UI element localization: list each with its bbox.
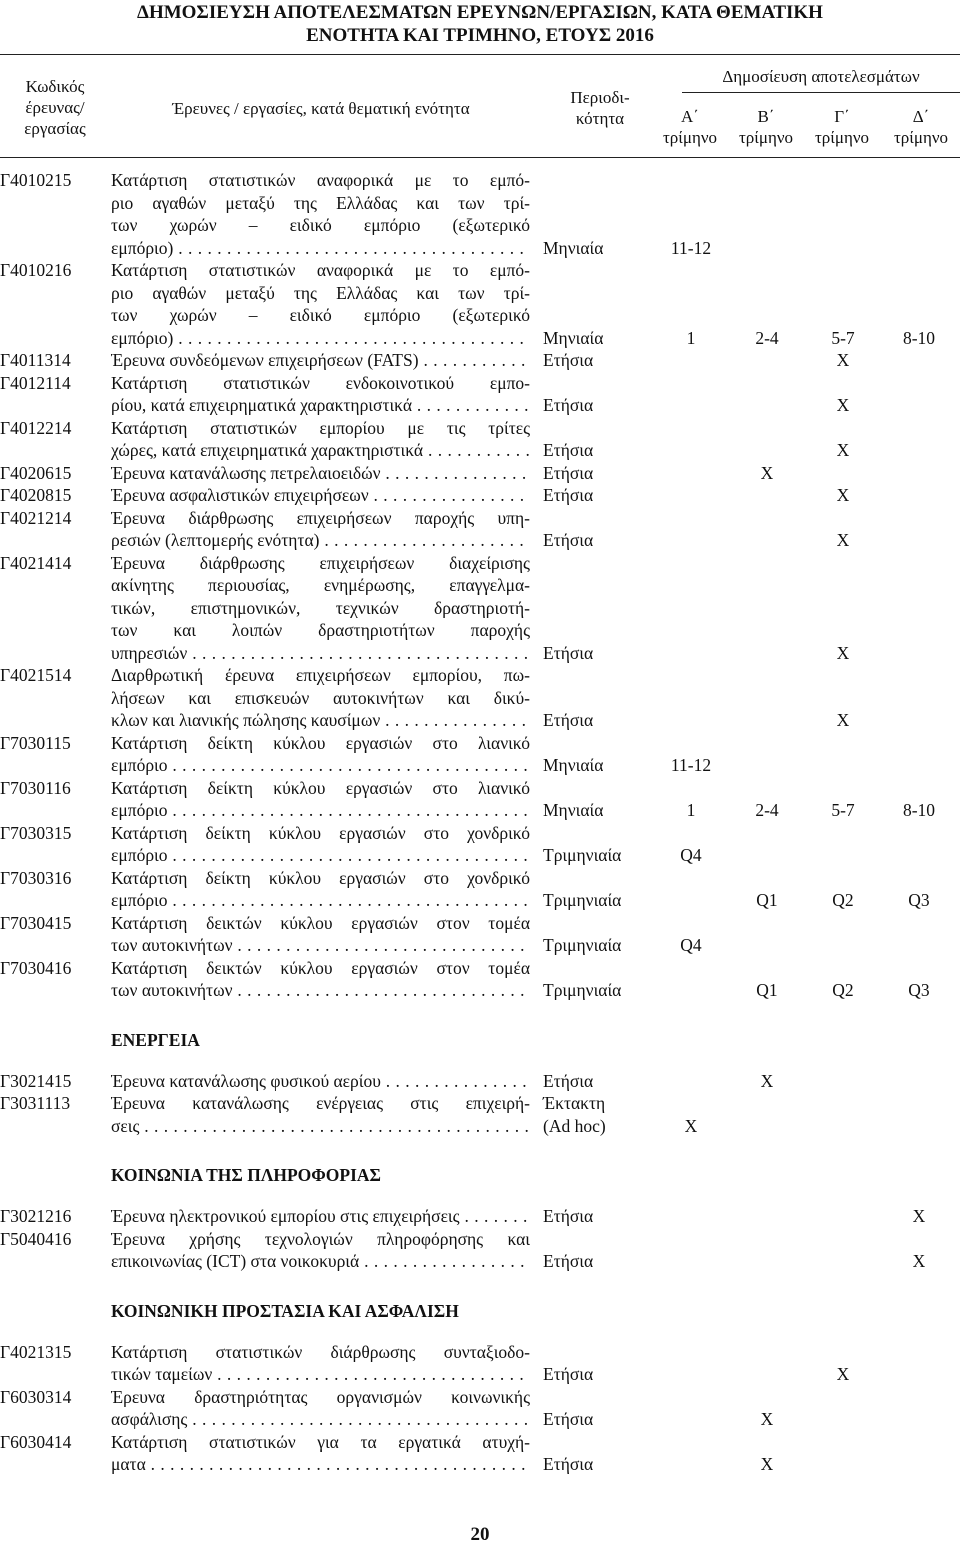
- periodicity: (Ad hoc): [543, 1115, 606, 1136]
- description-line: των και λοιπών δραστηριοτήτων παροχής: [111, 620, 530, 640]
- survey-code: Γ3021216: [0, 1206, 72, 1226]
- survey-code: Γ5040416: [0, 1228, 72, 1249]
- description-line: Διαρθρωτική έρευνα επιχειρήσεων εμπορίου, πω-: [111, 665, 530, 685]
- publication-mark-qc: X: [836, 1364, 850, 1384]
- survey-description: [111, 417, 530, 462]
- description-line: επικοινωνίας (ICT) στα νοικοκυριά . . .: [111, 1250, 530, 1273]
- description-line: Έρευνα δραστηριότητας οργανισμών κοινωνικής: [111, 1386, 530, 1407]
- publication-mark-qa: 11-12: [670, 237, 712, 258]
- publication-mark-qd: 8-10: [902, 800, 936, 820]
- description-line: Κατάρτιση στατιστικών αναφορικά με το εμπό-: [111, 260, 530, 280]
- survey-description: [111, 1386, 530, 1431]
- periodicity: Ετήσια: [543, 1251, 594, 1271]
- description-line: Κατάρτιση στατιστικών εμπορίου με τις τρίτες: [111, 417, 530, 438]
- survey-description: [111, 462, 530, 485]
- survey-description: [111, 552, 530, 665]
- publication-mark-qb: 2-4: [755, 800, 779, 820]
- survey-code: Γ7030416: [0, 957, 72, 978]
- description-line: εμπόριο . . .: [111, 799, 530, 822]
- publication-mark-qc: X: [836, 485, 850, 505]
- survey-code: Γ4020615: [0, 462, 72, 483]
- description-line: ασφάλισης . . .: [111, 1408, 530, 1431]
- periodicity: Μηνιαία: [543, 327, 604, 348]
- publication-mark-qc: 5-7: [831, 800, 855, 820]
- description-line: Έρευνα κατανάλωσης πετρελαιοειδών . . .: [111, 462, 530, 485]
- header-quarter-d: Δ΄ τρίμηνο: [893, 107, 949, 147]
- survey-description: [111, 822, 530, 867]
- description-line: Έρευνα διάρθρωσης επιχειρήσεων παροχής υπη-: [111, 507, 530, 528]
- survey-description: [111, 507, 530, 552]
- periodicity: Τριμηνιαία: [543, 980, 622, 1000]
- periodicity: Ετήσια: [543, 395, 594, 415]
- description-line: των αυτοκινήτων . . .: [111, 934, 530, 957]
- description-line: εμπόριο . . .: [111, 889, 530, 912]
- publication-mark-qd: 8-10: [902, 327, 936, 348]
- publication-mark-qb: X: [760, 462, 774, 483]
- description-line: Κατάρτιση δεικτών κύκλου εργασιών στον τομέα: [111, 957, 530, 978]
- description-line: Έρευνα χρήσης τεχνολογιών πληροφόρησης και: [111, 1228, 530, 1249]
- publication-mark-qc: X: [836, 642, 850, 663]
- survey-description: [111, 1092, 530, 1137]
- survey-code: Γ7030415: [0, 912, 72, 933]
- survey-code: Γ3031113: [0, 1093, 71, 1113]
- page-number: 20: [470, 1524, 490, 1545]
- publication-mark-qc: X: [836, 350, 850, 370]
- description-line: σεις . . .: [111, 1115, 530, 1138]
- description-line: Κατάρτιση δείκτη κύκλου εργασιών στο λιανικό: [111, 777, 530, 798]
- periodicity: Τριμηνιαία: [543, 890, 622, 910]
- survey-code: Γ7030116: [0, 777, 71, 798]
- description-line: εμπόριο) . . .: [111, 327, 530, 350]
- description-line: Κατάρτιση στατιστικών ενδοκοινοτικού εμπο-: [111, 372, 530, 393]
- description-line: των αυτοκινήτων . . .: [111, 979, 530, 1002]
- publication-mark-qa: Q4: [680, 935, 702, 955]
- periodicity: Ετήσια: [543, 530, 594, 550]
- description-line: Κατάρτιση στατιστικών για τα εργατικά ατυχή-: [111, 1431, 530, 1452]
- survey-description: [111, 372, 530, 417]
- description-line: τικών, επιστημονικών, τεχνικών δραστηριοτή-: [111, 597, 530, 618]
- survey-code: Γ4011314: [0, 350, 71, 370]
- survey-description: [111, 912, 530, 957]
- periodicity: Ετήσια: [543, 642, 594, 663]
- periodicity: Μηνιαία: [543, 800, 604, 820]
- periodicity: Τριμηνιαία: [543, 845, 622, 865]
- survey-description: [111, 732, 530, 777]
- section-heading: ΚΟΙΝΩΝΙΚΗ ΠΡΟΣΤΑΣΙΑ ΚΑΙ ΑΣΦΑΛΙΣΗ: [111, 1300, 459, 1321]
- survey-code: Γ4010215: [0, 170, 72, 190]
- header-quarter-b: Β΄ τρίμηνο: [738, 107, 794, 147]
- publication-mark-qb: 2-4: [755, 327, 779, 348]
- publication-mark-qa: 1: [686, 800, 696, 820]
- publication-mark-qc: X: [836, 440, 850, 460]
- description-line: λήσεων και επισκευών αυτοκινήτων και δικύ-: [111, 687, 530, 708]
- publication-mark-qa: 11-12: [670, 755, 712, 775]
- survey-code: Γ4021414: [0, 552, 72, 573]
- description-line: Κατάρτιση δεικτών κύκλου εργασιών στον τομέα: [111, 912, 530, 933]
- survey-code: Γ3021415: [0, 1070, 72, 1091]
- description-line: κλων και λιανικής πώλησης καυσίμων . . .: [111, 709, 530, 732]
- description-line: χώρες, κατά επιχειρηματικά χαρακτηριστικά . . .: [111, 439, 530, 462]
- header-periodicity: Περιοδι- κότητα: [570, 88, 630, 128]
- publication-mark-qb: Q1: [756, 980, 778, 1000]
- periodicity: Ετήσια: [543, 1454, 594, 1474]
- survey-code: Γ4010216: [0, 260, 72, 280]
- description-line: τικών ταμείων . . .: [111, 1363, 530, 1386]
- publication-mark-qb: X: [760, 1409, 774, 1429]
- periodicity: Τριμηνιαία: [543, 935, 622, 955]
- survey-code: Γ7030115: [0, 732, 71, 753]
- publication-mark-qd: Q3: [908, 980, 930, 1000]
- publication-mark-qc: 5-7: [831, 327, 855, 348]
- description-line: Έρευνα συνδεόμενων επιχειρήσεων (FATS) . . .: [111, 349, 530, 372]
- description-line: των χωρών – ειδικό εμπόριο (εξωτερικό: [111, 305, 530, 325]
- survey-description: [111, 1205, 530, 1228]
- periodicity: Ετήσια: [543, 1070, 594, 1091]
- publication-mark-qa: Q4: [680, 845, 702, 865]
- survey-description: [111, 169, 530, 259]
- survey-code: Γ4021214: [0, 507, 72, 528]
- publication-mark-qd: X: [912, 1251, 926, 1271]
- survey-description: [111, 259, 530, 349]
- survey-code: Γ4012114: [0, 372, 71, 393]
- description-line: Έρευνα κατανάλωσης φυσικού αερίου . . .: [111, 1070, 530, 1093]
- description-line: ρεσιών (λεπτομερής ενότητα) . . .: [111, 529, 530, 552]
- survey-code: Γ4021315: [0, 1341, 72, 1362]
- periodicity: Ετήσια: [543, 485, 594, 505]
- description-line: ακίνητης περιουσίας, ενημέρωσης, επαγγελμα-: [111, 575, 530, 595]
- periodicity: Ετήσια: [543, 440, 594, 460]
- description-line: ριο αγαθών μεταξύ της Ελλάδας και των τρί-: [111, 192, 530, 213]
- survey-description: [111, 349, 530, 372]
- survey-code: Γ7030315: [0, 822, 72, 843]
- description-line: Κατάρτιση δείκτη κύκλου εργασιών στο χονδρικό: [111, 867, 530, 888]
- publication-mark-qb: X: [760, 1454, 774, 1474]
- description-line: των χωρών – ειδικό εμπόριο (εξωτερικό: [111, 215, 530, 235]
- survey-description: [111, 1070, 530, 1093]
- description-line: Κατάρτιση στατιστικών αναφορικά με το εμπό-: [111, 170, 530, 190]
- page-title-line-1: ΔΗΜΟΣΙΕΥΣΗ ΑΠΟΤΕΛΕΣΜΑΤΩΝ ΕΡΕΥΝΩΝ/ΕΡΓΑΣΙΩΝ, ΚΑΤΑ ΘΕΜΑΤΙΚΗ: [137, 2, 823, 23]
- description-line: ριο αγαθών μεταξύ της Ελλάδας και των τρί-: [111, 282, 530, 303]
- header-description: Έρευνες / εργασίες, κατά θεματική ενότητα: [172, 99, 470, 118]
- description-line: υπηρεσιών . . .: [111, 642, 530, 665]
- survey-description: [111, 664, 530, 732]
- description-line: Έρευνα ηλεκτρονικού εμπορίου στις επιχειρήσεις . . .: [111, 1205, 530, 1228]
- survey-code: Γ4020815: [0, 485, 72, 505]
- periodicity: Έκτακτη: [543, 1093, 606, 1113]
- description-line: ρίου, κατά επιχειρηματικά χαρακτηριστικά . . .: [111, 394, 530, 417]
- description-line: Έρευνα ασφαλιστικών επιχειρήσεων . . .: [111, 484, 530, 507]
- survey-description: [111, 957, 530, 1002]
- description-line: Κατάρτιση στατιστικών διάρθρωσης συνταξιοδο-: [111, 1341, 530, 1362]
- publication-mark-qc: Q2: [832, 890, 854, 910]
- description-line: Έρευνα διάρθρωσης επιχειρήσεων διαχείρισης: [111, 552, 530, 573]
- periodicity: Ετήσια: [543, 350, 594, 370]
- survey-description: [111, 484, 530, 507]
- publication-mark-qd: Q3: [908, 890, 930, 910]
- header-bottom-rule: [0, 157, 960, 158]
- header-publication-rule: [682, 92, 960, 93]
- publication-mark-qb: Q1: [756, 890, 778, 910]
- header-top-rule: [0, 54, 960, 55]
- description-line: Κατάρτιση δείκτη κύκλου εργασιών στο λιανικό: [111, 732, 530, 753]
- header-publication: Δημοσίευση αποτελεσμάτων: [722, 67, 920, 86]
- page-title-line-2: ΕΝΟΤΗΤΑ ΚΑΙ ΤΡΙΜΗΝΟ, ΕΤΟΥΣ 2016: [306, 25, 654, 46]
- periodicity: Ετήσια: [543, 1364, 594, 1384]
- survey-code: Γ6030414: [0, 1431, 72, 1452]
- periodicity: Ετήσια: [543, 1206, 594, 1226]
- header-quarter-c: Γ΄ τρίμηνο: [814, 107, 870, 147]
- section-heading: ΚΟΙΝΩΝΙΑ ΤΗΣ ΠΛΗΡΟΦΟΡΙΑΣ: [111, 1165, 381, 1185]
- survey-code: Γ6030314: [0, 1386, 72, 1407]
- survey-description: [111, 1431, 530, 1476]
- description-line: ματα . . .: [111, 1453, 530, 1476]
- publication-mark-qd: X: [912, 1206, 926, 1226]
- survey-description: [111, 777, 530, 822]
- survey-code: Γ4012214: [0, 417, 72, 438]
- description-line: Κατάρτιση δείκτη κύκλου εργασιών στο χονδρικό: [111, 822, 530, 843]
- periodicity: Μηνιαία: [543, 755, 604, 775]
- publication-mark-qc: X: [836, 395, 850, 415]
- publication-mark-qc: X: [836, 710, 850, 730]
- publication-mark-qa: X: [684, 1115, 698, 1136]
- publication-mark-qc: Q2: [832, 980, 854, 1000]
- survey-code: Γ4021514: [0, 665, 72, 685]
- publication-mark-qb: X: [760, 1070, 774, 1091]
- survey-description: [111, 1228, 530, 1273]
- publication-mark-qa: 1: [686, 327, 696, 348]
- publication-mark-qc: X: [836, 530, 850, 550]
- periodicity: Ετήσια: [543, 710, 594, 730]
- description-line: Έρευνα κατανάλωσης ενέργειας στις επιχειρή-: [111, 1093, 530, 1113]
- periodicity: Ετήσια: [543, 1409, 594, 1429]
- header-quarter-a: Α΄ τρίμηνο: [662, 107, 718, 147]
- survey-code: Γ7030316: [0, 867, 72, 888]
- survey-description: [111, 1341, 530, 1386]
- description-line: εμπόριο) . . .: [111, 237, 530, 260]
- description-line: εμπόριο . . .: [111, 844, 530, 867]
- header-code: Κωδικός έρευνας/ εργασίας: [24, 77, 86, 138]
- section-heading: ΕΝΕΡΓΕΙΑ: [111, 1029, 200, 1050]
- survey-description: [111, 867, 530, 912]
- periodicity: Μηνιαία: [543, 237, 604, 258]
- periodicity: Ετήσια: [543, 462, 594, 483]
- description-line: εμπόριο . . .: [111, 754, 530, 777]
